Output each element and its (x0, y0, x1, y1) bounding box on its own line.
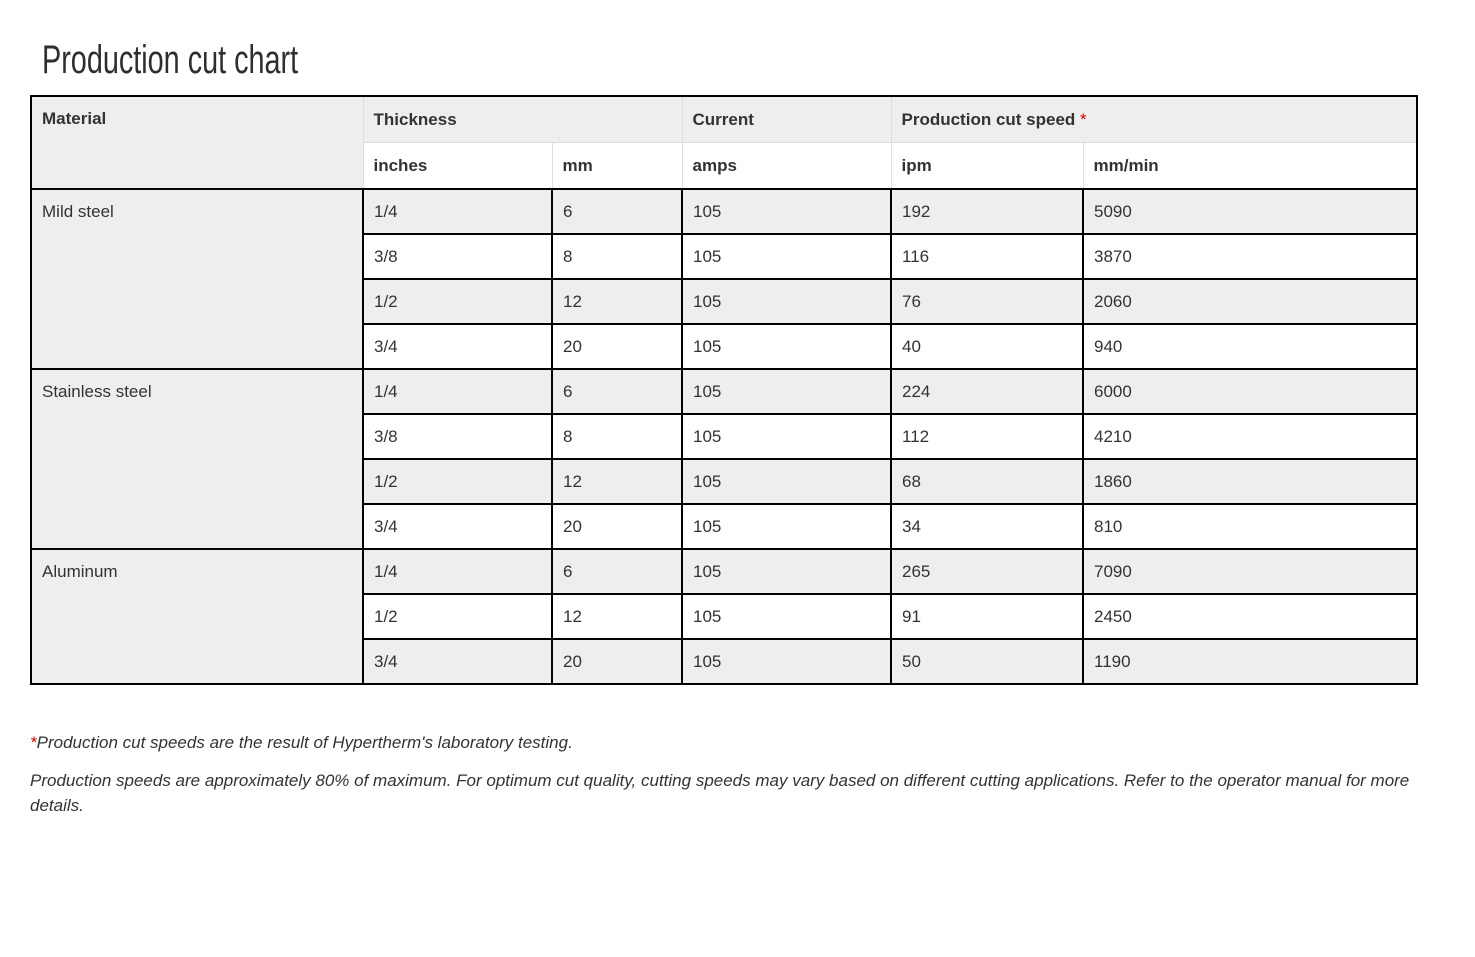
cell-mm: 20 (552, 639, 682, 684)
cell-mm-min: 5090 (1083, 189, 1417, 234)
cell-amps: 105 (682, 504, 891, 549)
material-cell: Aluminum (31, 549, 363, 684)
cell-mm-min: 2450 (1083, 594, 1417, 639)
header-unit-inches: inches (363, 143, 552, 190)
cell-mm: 6 (552, 549, 682, 594)
cell-mm-min: 7090 (1083, 549, 1417, 594)
table-header (31, 96, 1417, 189)
cell-inches: 1/2 (363, 459, 552, 504)
cell-amps: 105 (682, 414, 891, 459)
header-current: Current (682, 96, 891, 143)
cell-ipm: 68 (891, 459, 1083, 504)
cell-amps: 105 (682, 189, 891, 234)
cell-ipm: 224 (891, 369, 1083, 414)
cell-ipm: 112 (891, 414, 1083, 459)
cell-ipm: 50 (891, 639, 1083, 684)
page-title: Production cut chart (42, 38, 299, 82)
table-row (31, 189, 1417, 234)
cell-mm: 6 (552, 189, 682, 234)
cell-amps: 105 (682, 279, 891, 324)
cell-amps: 105 (682, 234, 891, 279)
material-cell: Mild steel (31, 189, 363, 369)
cell-mm: 20 (552, 324, 682, 369)
cell-mm: 8 (552, 234, 682, 279)
cell-mm-min: 2060 (1083, 279, 1417, 324)
cell-mm: 12 (552, 594, 682, 639)
cell-mm: 8 (552, 414, 682, 459)
footnote-text: Production cut speeds are the result of Hypertherm's laboratory testing. (36, 733, 573, 752)
header-material: Material (31, 96, 363, 189)
cell-ipm: 34 (891, 504, 1083, 549)
cell-ipm: 91 (891, 594, 1083, 639)
cell-amps: 105 (682, 639, 891, 684)
cell-amps: 105 (682, 459, 891, 504)
cell-mm: 12 (552, 459, 682, 504)
cell-ipm: 192 (891, 189, 1083, 234)
cell-mm: 12 (552, 279, 682, 324)
detail-note: Production speeds are approximately 80% of maximum. For optimum cut quality, cutting speeds may vary based on different cutting applications. Refer to the operator manual for more details. (30, 771, 1410, 815)
header-unit-mm-min: mm/min (1083, 143, 1417, 190)
table-row (31, 549, 1417, 594)
cell-inches: 1/2 (363, 279, 552, 324)
asterisk-marker: * (1080, 109, 1087, 129)
cell-inches: 1/4 (363, 189, 552, 234)
cell-ipm: 116 (891, 234, 1083, 279)
footnote (30, 730, 1420, 755)
cell-mm: 20 (552, 504, 682, 549)
cell-mm: 6 (552, 369, 682, 414)
cell-mm-min: 940 (1083, 324, 1417, 369)
cell-ipm: 265 (891, 549, 1083, 594)
cell-ipm: 40 (891, 324, 1083, 369)
footnote-asterisk: * (30, 733, 37, 752)
table-row (31, 369, 1417, 414)
cell-mm-min: 1190 (1083, 639, 1417, 684)
cell-amps: 105 (682, 594, 891, 639)
cell-inches: 3/4 (363, 639, 552, 684)
cell-ipm: 76 (891, 279, 1083, 324)
cell-mm-min: 4210 (1083, 414, 1417, 459)
cell-inches: 3/4 (363, 324, 552, 369)
header-thickness: Thickness (363, 96, 682, 143)
material-cell: Stainless steel (31, 369, 363, 549)
header-unit-amps: amps (682, 143, 891, 190)
cell-inches: 1/4 (363, 549, 552, 594)
cell-mm-min: 3870 (1083, 234, 1417, 279)
header-speed-label: Production cut speed (901, 109, 1076, 129)
cell-amps: 105 (682, 549, 891, 594)
header-unit-mm: mm (552, 143, 682, 190)
table-body (31, 189, 1417, 684)
cell-amps: 105 (682, 369, 891, 414)
cell-inches: 3/4 (363, 504, 552, 549)
header-production-cut-speed (891, 96, 1417, 143)
cell-inches: 3/8 (363, 234, 552, 279)
cell-mm-min: 810 (1083, 504, 1417, 549)
cell-inches: 1/4 (363, 369, 552, 414)
cell-mm-min: 6000 (1083, 369, 1417, 414)
production-cut-table (30, 95, 1418, 685)
cell-mm-min: 1860 (1083, 459, 1417, 504)
header-unit-ipm: ipm (891, 143, 1083, 190)
cell-inches: 3/8 (363, 414, 552, 459)
cell-inches: 1/2 (363, 594, 552, 639)
header-group-row (31, 96, 1417, 143)
cell-amps: 105 (682, 324, 891, 369)
